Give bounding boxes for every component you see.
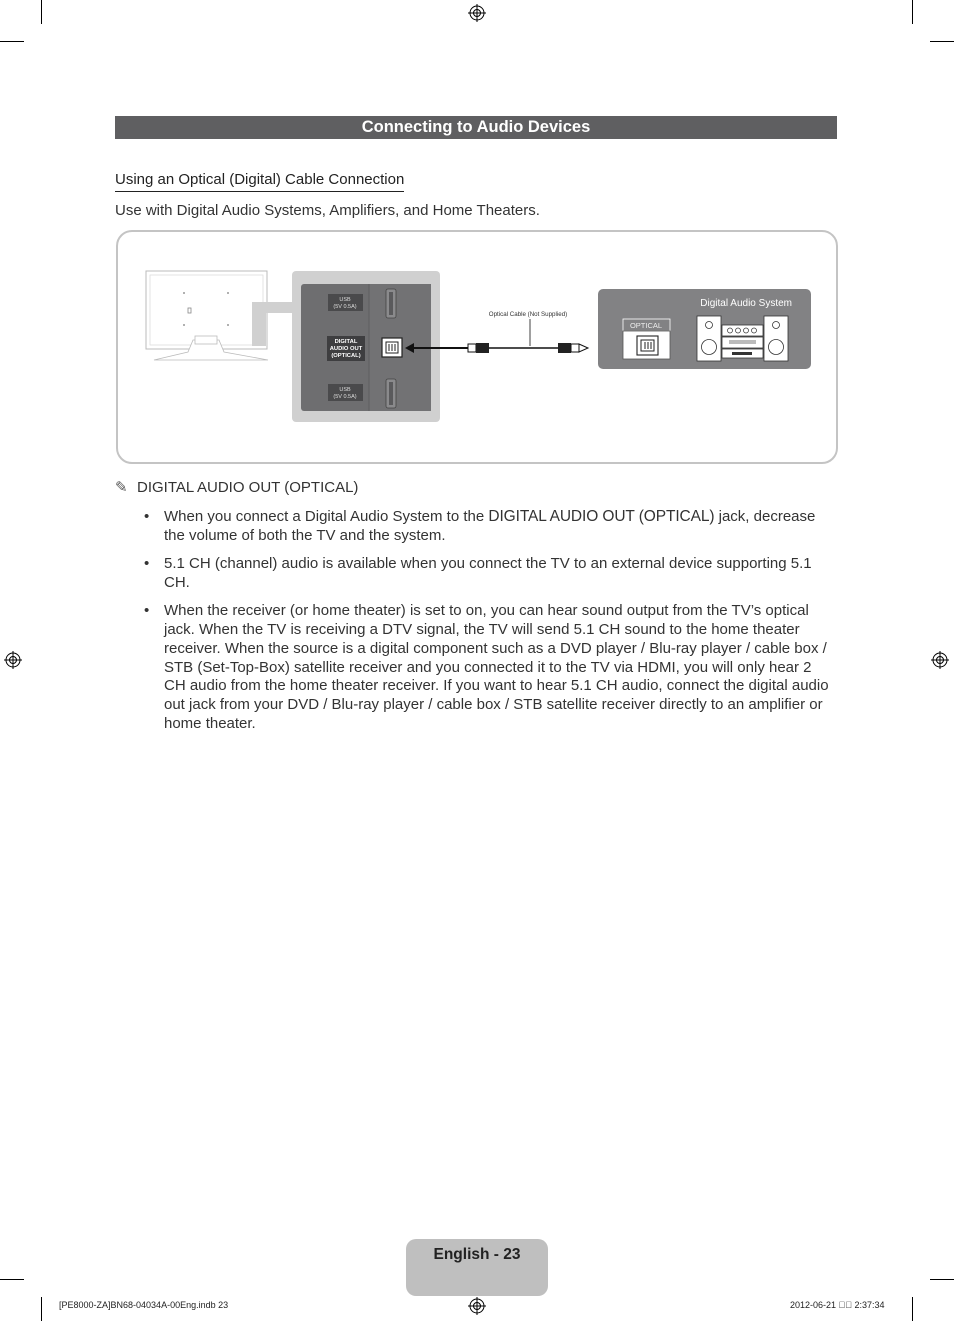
crop-mark: [41, 1297, 42, 1321]
registration-mark-icon: [468, 1297, 486, 1315]
tv-port-mid-line1: DIGITAL: [334, 339, 358, 345]
tv-port-bottom-line2: (5V 0.5A): [333, 394, 357, 400]
connection-diagram: [116, 230, 838, 464]
crop-mark: [41, 0, 42, 24]
bullet-text: jack, decrease the volume of both the TV and the system.: [164, 508, 816, 544]
bullet-dot: •: [144, 508, 150, 525]
crop-mark: [912, 1297, 913, 1321]
print-slug-left: [PE8000-ZA]BN68-04034A-00Eng.indb 23: [59, 1300, 229, 1310]
page-number: English - 23: [433, 1246, 521, 1263]
cable-label: Optical Cable (Not Supplied): [488, 311, 568, 318]
subheading: Using an Optical (Digital) Cable Connection: [115, 171, 404, 192]
section-header: Connecting to Audio Devices: [115, 116, 837, 139]
pencil-note-icon: ✎: [115, 479, 128, 496]
tv-port-bottom-line1: USB: [339, 387, 351, 393]
diagram-illustration: [118, 232, 836, 462]
crop-mark: [912, 0, 913, 24]
crop-mark: [930, 41, 954, 42]
crop-mark: [0, 41, 24, 42]
crop-mark: [0, 1279, 24, 1280]
print-slug-right: 2012-06-21 ￿￿ 2:37:34: [790, 1300, 885, 1310]
device-port-label: OPTICAL: [629, 321, 663, 330]
list-item: [140, 508, 835, 546]
tv-port-top-line2: (5V 0.5A): [333, 304, 357, 310]
intro-text: Use with Digital Audio Systems, Amplifiers, and Home Theaters.: [115, 202, 540, 219]
bullet-text: When you connect a Digital Audio System to the: [164, 508, 489, 525]
list-item: [140, 555, 835, 593]
bullet-text: When the receiver (or home theater) is set to on, you can hear sound output from the TV’s optical jack. When the TV is receiving a DTV signal, the TV will send 5.1 CH sound to the home theater receiver. When the source is a digital component such as a DVD player / Blu-ray player / cable box / STB (Set-Top-Box) satellite receiver and you connected it to the TV via HDMI, you will only hear 2 CH audio from the home theater receiver. If you want to hear 5.1 CH audio, connect the digital audio out jack from your DVD / Blu-ray player / cable box / STB satellite receiver directly to an amplifier or home theater.: [164, 602, 829, 732]
note-heading: [115, 479, 358, 497]
note-title: DIGITAL AUDIO OUT (OPTICAL): [137, 479, 359, 496]
bullet-dot: •: [144, 555, 150, 573]
bullet-emphasis: DIGITAL AUDIO OUT (OPTICAL): [488, 508, 715, 525]
registration-mark-icon: [4, 651, 22, 669]
bullet-dot: •: [144, 602, 150, 620]
tv-port-mid-line2: AUDIO OUT: [329, 346, 363, 352]
bullet-list: [140, 508, 835, 743]
crop-mark: [930, 1279, 954, 1280]
list-item: [140, 602, 835, 734]
registration-mark-icon: [931, 651, 949, 669]
tv-port-mid-line3: (OPTICAL): [331, 353, 361, 359]
device-label: Digital Audio System: [700, 298, 792, 309]
bullet-text: 5.1 CH (channel) audio is available when you connect the TV to an external device supporting 5.1 CH.: [164, 555, 812, 591]
tv-port-top-line1: USB: [339, 297, 351, 303]
tv-back-icon: [146, 271, 292, 360]
registration-mark-icon: [468, 4, 486, 22]
